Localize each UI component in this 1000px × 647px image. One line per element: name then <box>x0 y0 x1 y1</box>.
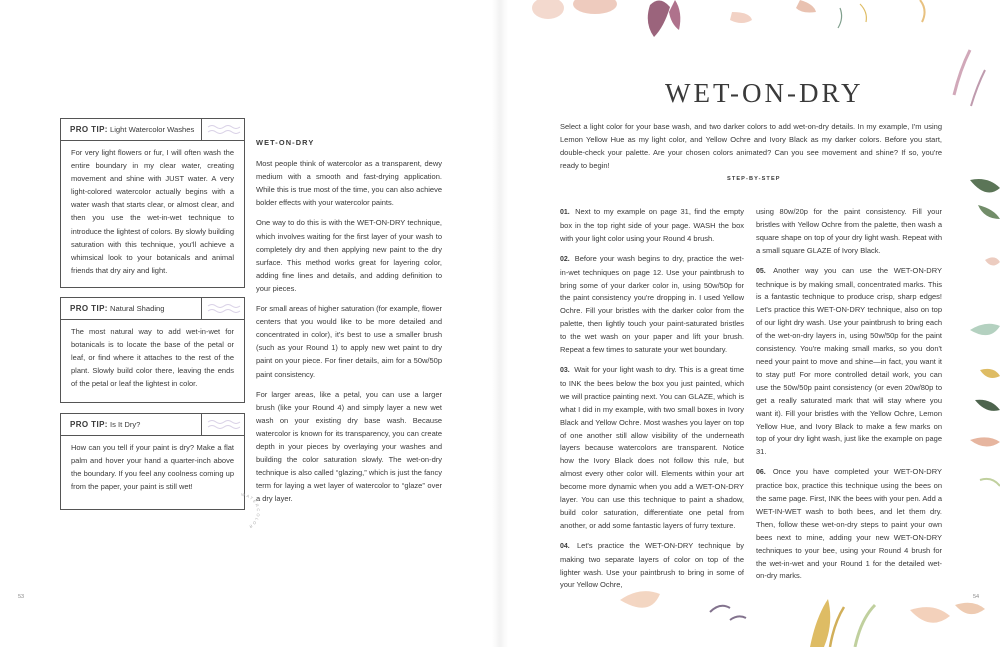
step-number: 03. <box>560 366 570 374</box>
wet-on-dry-column <box>256 136 442 512</box>
page-number-right: 54 <box>973 594 980 600</box>
step-text: Next to my example on page 31, find the empty box in the top right side of your page. WASH the box with your light color using your Round 4 brush. <box>560 207 744 243</box>
step-text: Before your wash begins to dry, practice the wet-in-wet techniques on page 12. Use your paintbrush to bring some of your darker color in, using 50w/50p for the paint consistency you're dropping in. I used Yellow Ochre. Fill your bristles with the darker color from the palette, then lightly touch your paint-saturated bristles to the wet wash on your paper and lift your brush. Repeat a few times to saturate your wet boundary. <box>560 253 744 355</box>
pro-tip-label: PRO TIP: Natural Shading <box>70 304 165 313</box>
body-paragraph: Most people think of watercolor as a transparent, dewy medium with a smooth and fast-drying application. While this is true most of the time, you can also achieve bolder effects with your watercolor paints. <box>256 159 442 208</box>
page-number-left: 53 <box>18 594 25 600</box>
right-page <box>500 0 1000 647</box>
pro-tip-box-light-washes <box>60 118 245 288</box>
page-title: WET-ON-DRY <box>665 78 864 108</box>
step-text: Another way you can use the WET-ON-DRY technique is by making small, concentrated marks. This is a fantastic technique to produce crisp, sharp edges! Let's practice this WET-ON-DRY technique, also on top of our light dry wash. Use your paintbrush to bring each of the wet-on-dry layers in, using 50w/50p for the paint consistency. You're making small marks, so you don't need your paint to move and shine—in fact, you want it to stay put! For more controlled detail work, you can use the 50w/50p paint consistency (or even 20w/80p to get a really saturated mark that will stay where you want it). Fill your bristles with the Yellow Ochre, Lemon Yellow Hue, and Ivory Black to make a few marks on top of your dry light wash, just like the example on page 31. <box>756 265 942 457</box>
pro-tip-body: How can you tell if your paint is dry? Make a flat palm and hover your hand a quarter-inch above the boundary. If you feel any coolness coming up from the paper, your paint is still wet! <box>71 443 234 492</box>
pro-tip-header <box>61 119 244 141</box>
step-item <box>560 253 744 357</box>
pro-tip-label: PRO TIP: Is It Dry? <box>70 420 141 429</box>
wave-decoration-icon <box>201 119 244 140</box>
pro-tip-box-natural-shading <box>60 297 245 403</box>
step-by-step-heading: STEP-BY-STEP <box>727 176 781 182</box>
watercolor-stamp-icon <box>221 492 261 532</box>
step-text: Let's practice the WET-ON-DRY technique by making two separate layers of color on top of the lighter wash. Use your paintbrush to bring in some of your Yellow Ochre, <box>560 540 744 590</box>
body-paragraph: One way to do this is with the WET-ON-DRY technique, which involves waiting for the first layer of your wash to completely dry and then applying new paint to the dry surface. This method works great for layering color, adding fine lines and details, and adding definition to your pieces. <box>256 218 442 293</box>
body-paragraph: For larger areas, like a petal, you can use a larger brush (like your Round 4) and simply layer a new wet wash on your existing dry base wash. Because watercolor is known for its transparency, you can create depth in your pieces by overlaying your washes and building the color saturation slowly. The wet-on-dry technique is also called “glazing,” which is just the fancy term for laying a wet layer of watercolor to “glaze” over a dry layer. <box>256 389 442 504</box>
step-text: Once you have completed your WET-ON-DRY practice box, practice this technique using the bees on the same page. First, INK the bees with your pen. Add a WET-IN-WET wash to both bees, and let them dry. Then, follow these wet-on-dry steps to paint your own bees next to mine, adding your new WET-ON-DRY techniques to your bee, using your Round 4 brush for the wet-in-wet and your Round 1 for the detailed wet-on-dry marks. <box>756 467 942 581</box>
wave-decoration-icon <box>201 414 244 435</box>
step-number: 01. <box>560 209 570 216</box>
step-item <box>756 466 942 583</box>
steps-column-1 <box>560 206 744 599</box>
pro-tip-header <box>61 414 244 436</box>
pro-tip-header <box>61 298 244 320</box>
step-continuation: using 80w/20p for the paint consistency. Fill your bristles with Yellow Ochre from the palette, then wash a square shape on top of your dry light wash. Repeat with a small square GLAZE of Ivory Black. <box>756 207 942 255</box>
steps-column-2 <box>756 206 942 590</box>
step-number: 06. <box>756 469 766 477</box>
step-number: 05. <box>756 267 766 275</box>
pro-tip-body: For very light flowers or fur, I will often wash the entire boundary in my clear water, creating movement and shine with JUST water. A very light-colored watercolor actually begins with a water wash that starts clear, or almost clear, and then you use the wet-in-wet technique to introduce the lightest of colors. By slowly building saturation with this technique, you'll achieve a whimsical look to your botanicals and animal friends that dry airy and light. <box>71 148 235 275</box>
stamp-text: WATERCOLOR <box>240 492 261 531</box>
pro-tip-label: PRO TIP: Light Watercolor Washes <box>70 125 195 134</box>
wave-decoration-icon <box>201 298 244 319</box>
step-item <box>560 540 744 593</box>
step-number: 04. <box>560 542 570 550</box>
step-text: Wait for your light wash to dry. This is a great time to INK the bees below the box you just painted, which we will practice painting next. You can GLAZE, which is what I did in my example, with two small boxes in Ivory Black and Yellow Ochre. Most washes you layer on top of one another still allow visibility of the underneath layers because watercolors are transparent. Notice how the Ivory Black does not follow this rule, but almost every other color will. Elements within your art become more dynamic when you add a WET-ON-DRY layer. You can use this technique to paint a shadow, build color saturation, differentiate one petal from another, or add some fantastic layers of furry texture. <box>560 364 744 530</box>
body-paragraph: For small areas of higher saturation (for example, flower centers that you would like to be more detailed and concentrated in color), it's best to use a smaller brush (such as your Round 1) to apply new wet paint to dry paint on your piece. For finer details, aim for a 50w/50p paint consistency. <box>256 304 442 379</box>
section-heading: WET-ON-DRY <box>256 138 315 147</box>
pro-tip-box-is-it-dry <box>60 413 245 510</box>
step-number: 02. <box>560 255 570 263</box>
step-item <box>756 265 942 460</box>
step-item <box>560 206 744 246</box>
pro-tip-body: The most natural way to add wet-in-wet for botanicals is to locate the base of the petal or leaf, or find where it attaches to the rest of the plant. Slowly build color there, leaving the ends of the petal or leaf the lightest in color. <box>71 327 234 389</box>
intro-paragraph: Select a light color for your base wash, and two darker colors to add wet-on-dry details. In my example, I'm using Lemon Yellow Hue as my light color, and Yellow Ochre and Ivory Black as my darker colors. Before you start, double-check your palette. Are your chosen colors animated? Can you see movement and shine? If so, you're ready to begin! <box>560 122 942 170</box>
step-item <box>560 364 744 533</box>
